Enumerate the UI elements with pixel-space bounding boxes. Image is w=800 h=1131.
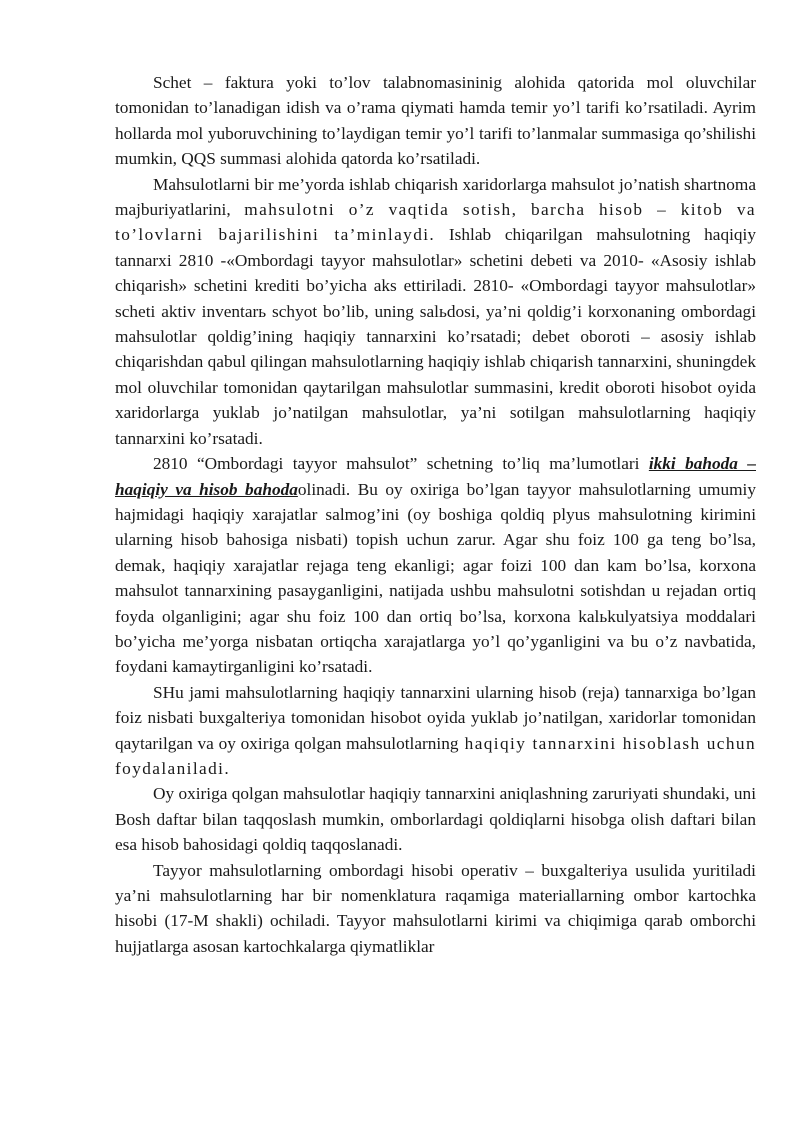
paragraph-5-text: Oy oxiriga qolgan mahsulotlar haqiqiy tannarxini aniqlashning zaruriyati shundaki, uni Bosh daftar bilan taqqoslash mumkin, omborlardagi qoldiqlarni hisobga olish daftari bilan esa hisob bahosidagi qoldiq taqqoslanadi. bbox=[115, 784, 756, 855]
paragraph-6-text: Tayyor mahsulotlarning ombordagi hisobi operativ – buxgalteriya usulida yuritiladi ya’ni mahsulotlarning har bir nomenklatura raqamiga materiallarning ombor kartochka hisobi (17-M shakli) ochiladi. Tayyor mahsulotlarni kirimi va chiqimiga qarab omborchi hujjatlarga asosan kartochkalarga qiymatliklar bbox=[115, 860, 756, 956]
paragraph-2-text-a: Mahsulotlarni bir me’yorda ishlab chiqarish xaridorlarga mahsulot jo’natish shartnoma majburiyatlarini, bbox=[115, 174, 756, 220]
paragraph-1 bbox=[115, 70, 756, 172]
paragraph-2-text-c: Ishlab chiqarilgan mahsulotning haqiqiy tannarxi 2810 -«Ombordagi tayyor mahsulotlar» schetini debeti va 2010- «Asosiy ishlab chiqarish» schetini krediti bo’yicha aks ettiriladi. 2810- «Ombordagi tayyor mahsulotlar» scheti aktiv inventarь schyot bo’lib, uning salьdosi, ya’ni qoldig’i korxonaning ombordagi mahsulotlar qoldig’ining haqiqiy tannarxini ko’rsatadi; debet oboroti – asosiy ishlab chiqarishdan qabul qilingan mahsulotlarning haqiqiy ishlab chiqarish tannarxini, shuningdek mol oluvchilar tomonidan qaytarilgan mahsulotlar summasini, kredit oboroti hisobot oyida xaridorlarga yuklab jo’natilgan mahsulotlar, ya’ni sotilgan mahsulotlarning haqiqiy tannarxini ko’rsatadi. bbox=[115, 225, 756, 448]
paragraph-3 bbox=[115, 451, 756, 680]
paragraph-4-text-a: SHu jami mahsulotlarning haqiqiy tannarxini ularning hisob (reja) tannarxiga bo’lgan foiz nisbati buxgalteriya tomonidan hisobot oyida yuklab jo’natilgan, xaridorlar tomonidan qaytarilgan va oy oxiriga qolgan mahsulotlarning bbox=[115, 682, 756, 753]
paragraph-3-text-c: olinadi. Bu oy oxiriga bo’lgan tayyor mahsulotlarning umumiy hajmidagi haqiqiy xarajatlar salmog’ini (oy boshiga qoldiq plyus mahsulotning kirimini ularning hisob bahosiga nisbati) topish uchun zarur. Agar shu foiz 100 ga teng bo’lsa, demak, haqiqiy xarajatlar rejaga teng ekanligi; agar foizi 100 dan kam bo’lsa, korxona mahsulot tannarxining pasayganligini, natijada ushbu mahsulotni sotishdan u rejadan ortiq foyda olganligini; agar shu foiz 100 dan ortiq bo’lsa, korxona kalьkulyatsiya moddalari bo’yicha me’yorga nisbatan ortiqcha xarajatlarga yo’l qo’yganligini va bu o’z navbatida, foydani kamaytirganligini ko’rsatadi. bbox=[115, 479, 756, 677]
paragraph-4 bbox=[115, 680, 756, 782]
paragraph-2 bbox=[115, 172, 756, 451]
document-page bbox=[115, 70, 756, 959]
paragraph-4-spaced-text: haqiqiy tannarxini hisoblash uchun foydalaniladi. bbox=[115, 733, 756, 778]
paragraph-5 bbox=[115, 781, 756, 857]
paragraph-2-spaced-text: mahsulotni o’z vaqtida sotish, barcha hisob – kitob va to’lovlarni bajarilishini ta’minlaydi. bbox=[115, 200, 756, 245]
paragraph-6 bbox=[115, 858, 756, 960]
paragraph-3-emphasis: ikki bahoda – haqiqiy va hisob bahoda bbox=[115, 454, 756, 499]
paragraph-3-text-a: 2810 “Ombordagi tayyor mahsulot” schetning to’liq ma’lumotlari bbox=[153, 454, 649, 474]
paragraph-1-text: Schet – faktura yoki to’lov talabnomasininig alohida qatorida mol oluvchilar tomonidan to’lanadigan idish va o’rama qiymati hamda temir yo’l tarifi ko’rsatiladi. Ayrim hollarda mol yuboruvchining to’laydigan temir yo’l tarifi to’lanmalar summasiga qo’shilishi mumkin, QQS summasi alohida qatorda ko’rsatiladi. bbox=[115, 73, 756, 169]
